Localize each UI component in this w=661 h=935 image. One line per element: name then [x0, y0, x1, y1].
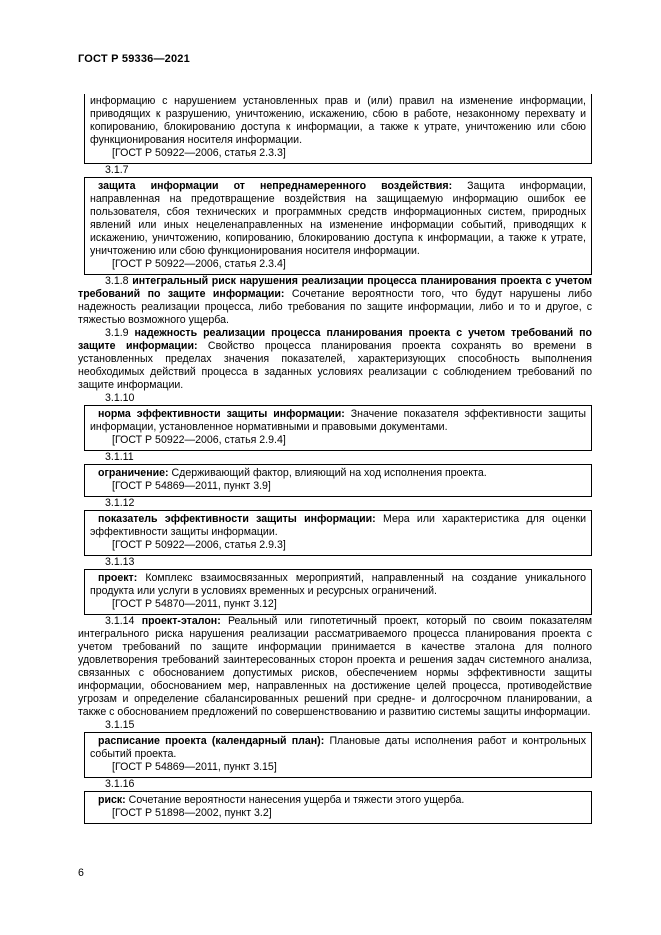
- source-reference: [ГОСТ Р 50922—2006, статья 2.3.4]: [112, 258, 286, 270]
- definition-term: проект-эталон:: [141, 615, 221, 627]
- source-reference: [ГОСТ Р 50922—2006, статья 2.3.3]: [112, 147, 286, 159]
- definition-text: Значение показателя эффективности защиты информации, установленное нормативными и правовыми документами.: [90, 408, 586, 433]
- terms-section: [78, 94, 592, 824]
- definition-box: [84, 94, 592, 164]
- source-reference: [ГОСТ Р 54870—2011, пункт 3.12]: [112, 598, 277, 610]
- source-reference: [ГОСТ Р 54869—2011, пункт 3.9]: [112, 480, 271, 492]
- clause-number: 3.1.13: [105, 556, 135, 568]
- source-reference: [ГОСТ Р 50922—2006, статья 2.9.3]: [112, 539, 286, 551]
- definition-body: [90, 408, 586, 434]
- definition-paragraph: [78, 327, 592, 392]
- clause-number: 3.1.7: [105, 164, 129, 176]
- source-reference: [ГОСТ Р 51898—2002, пункт 3.2]: [112, 807, 272, 819]
- clause-number: 3.1.9: [105, 327, 129, 339]
- definition-box: [84, 791, 592, 824]
- definition-box: [84, 569, 592, 615]
- definition-term: интегральный риск нарушения реализации процесса планирования проекта с учетом требований по защите информации:: [78, 275, 592, 300]
- definition-text: Плановые даты исполнения работ и контрольных событий проекта.: [90, 735, 586, 760]
- definition-body: [90, 180, 586, 258]
- definition-text: Сдерживающий фактор, влияющий на ход исполнения проекта.: [171, 467, 487, 479]
- definition-term: ограничение:: [98, 467, 169, 479]
- document-header: ГОСТ Р 59336—2021: [78, 53, 190, 65]
- source-reference: [ГОСТ Р 54869—2011, пункт 3.15]: [112, 761, 277, 773]
- definition-box: [84, 732, 592, 778]
- definition-term: показатель эффективности защиты информации:: [98, 513, 376, 525]
- definition-body: [90, 513, 586, 539]
- clause-number: 3.1.16: [105, 778, 135, 790]
- definition-paragraph: [78, 275, 592, 327]
- definition-term: расписание проекта (календарный план):: [98, 735, 325, 747]
- definition-text: Комплекс взаимосвязанных мероприятий, направленный на создание уникального продукта или услуги в условиях временных и ресурсных ограничений.: [90, 572, 586, 597]
- definition-term: проект:: [98, 572, 138, 584]
- clause-number: 3.1.8: [105, 275, 129, 287]
- definition-term: норма эффективности защиты информации:: [98, 408, 345, 420]
- definition-term: защита информации от непреднамеренного воздействия:: [98, 180, 453, 192]
- definition-text: Сочетание вероятности нанесения ущерба и тяжести этого ущерба.: [128, 794, 465, 806]
- definition-term: риск:: [98, 794, 126, 806]
- definition-text: Свойство процесса планирования проекта сохранять во времени в установленных пределах значения показателей, характеризующих способность выполнения необходимых действий процесса в заданных условиях реализации с соблюдением требований по защите информации.: [78, 340, 592, 391]
- page-number: 6: [78, 867, 84, 879]
- definition-box: [84, 510, 592, 556]
- clause-number: 3.1.15: [105, 719, 135, 731]
- definition-text: Мера или характеристика для оценки эффективности защиты информации.: [90, 513, 587, 538]
- definition-box: [84, 464, 592, 497]
- source-reference: [ГОСТ Р 50922—2006, статья 2.9.4]: [112, 434, 286, 446]
- definition-body: [90, 572, 586, 598]
- definition-text: Защита информации, направленная на предотвращение воздействия на защищаемую информацию ошибок ее пользователя, сбоя технических и программных средств информационных систем, природных явлений или иных нецеленаправленных на изменение информации событий, приводящих к искажению, уничтожению, копированию, блокированию доступа к информации, а также к утрате, уничтожению или сбою функционирования носителя информации.: [90, 180, 586, 257]
- clause-number: 3.1.10: [105, 392, 135, 404]
- definition-box: [84, 177, 592, 275]
- definition-body: [90, 467, 586, 480]
- clause-number: 3.1.12: [105, 497, 135, 509]
- definition-text: Реальный или гипотетичный проект, который по своим показателям интегрального риска нарушения реализации рассматриваемого процесса планирования проекта с учетом требований по защите информации принимается в качестве эталона для полного удовлетворения требований заинтересованных сторон проекта и решения задач системного анализа, связанных с обоснованием допустимых рисков, обеспечением нормы эффективности защиты информации, обоснованием мер, направленных на достижение целей процесса, противодействие угрозам и определение сбалансированных решений при средне- и долгосрочном планировании, а также с обоснованием предложений по совершенствованию и развитию системы защиты информации.: [78, 615, 592, 718]
- definition-body: [90, 794, 586, 807]
- definition-text: Сочетание вероятности того, что будут нарушены либо надежность реализации процесса, либо требования по защите информации, либо и то и другое, с тяжестью возможного ущерба.: [78, 288, 592, 326]
- definition-paragraph: [78, 615, 592, 719]
- definition-body: [90, 735, 586, 761]
- definition-box: [84, 405, 592, 451]
- clause-number: 3.1.14: [105, 615, 135, 627]
- clause-number: 3.1.11: [105, 451, 134, 463]
- definition-continuation-text: информацию с нарушением установленных прав и (или) правил на изменение информации, приводящих к разрушению, уничтожению, искажению, сбою в работе, незаконному перехвату и копированию, блокированию доступа к информации, а также к утрате, уничтожению или сбою функционирования носителя информации.: [90, 95, 586, 146]
- definition-term: надежность реализации процесса планирования проекта с учетом требований по защите информации:: [78, 327, 592, 352]
